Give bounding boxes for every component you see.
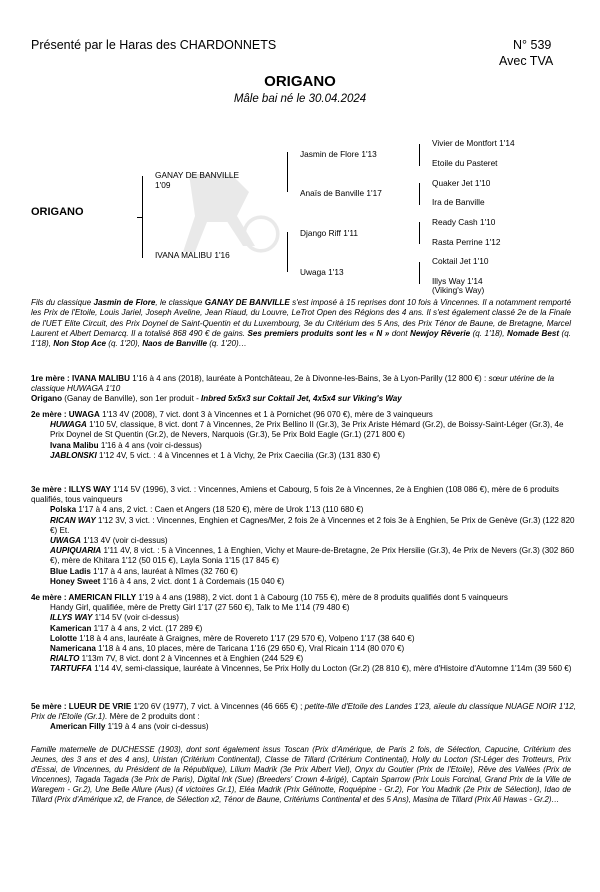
horse-subtitle: Mâle bai né le 30.04.2024 [233,93,367,105]
sire-description: Fils du classique Jasmin de Flore, le classique GANAY DE BANVILLE s'est imposé à 15 reprises dont 10 fois à Vincennes. Il a notamment remporté les Prix de l'Etoile, Louis Jariel, Joseph Aveline, Jean Riaud, du Louvre, LeTrot Open des Régions des 4 ans. Il s'est également classé 2e de la Finale de l'UET Elite Circuit, des Prix Doynel de Saint-Quentin et du Luxembourg, 3e du Critérium des 5 Ans, des Prix Ténor de Baune, de Bretagne, Marcel Laurent et Albert Demarcq. Il a totalisé 868 490 € de gains. Ses premiers produits sont les « N » dont Newjoy Rêverie (q. 1'18), Nomade Best (q. 1'18), Non Stop Ace (q. 1'20), Naos de Banville (q. 1'20)… [31,298,571,349]
gg-1: Vivier de Montfort 1'14 [432,138,515,148]
bracket-sire [287,152,288,192]
gg-5: Ready Cash 1'10 [432,217,496,227]
dam-sire: Django Riff 1'11 [300,228,359,238]
bracket-dam [287,232,288,272]
lot-number: N° 539 [513,38,552,52]
presenter-text: Présenté par le Haras des CHARDONNETS [31,38,277,52]
pedigree-subject: ORIGANO [31,206,84,218]
vat-label: Avec TVA [499,54,554,68]
gg-8-note: (Viking's Way) [432,285,485,295]
bracket-subject [142,176,143,258]
dam-name: IVANA MALIBU 1'16 [155,250,230,260]
bracket-tick [137,217,142,218]
fourth-dam-section: 4e mère : AMERICAN FILLY 1'19 à 4 ans (1988), 2 vict. dont 1 à Cabourg (10 755 €), mère de 8 produits qualifiés dont 5 vainqueurs Handy Girl, qualifiée, mère de Pretty Girl 1'17 (27 560 €), Talk to Me 1'14 (79 480 €) ILLYS WAY 1'14 5V (voir ci-dessus) Kamerican 1'17 à 4 ans, 2 vict. (17 289 €) Lolotte 1'18 à 4 ans, lauréate à Graignes, mère de Rovereto 1'17 (29 570 €), Volpeno 1'17 (38 640 €) Namericana 1'18 à 4 ans, 10 places, mère de Taricana 1'16 (29 650 €), Vral Ricain 1'14 (80 070 €) RIALTO 1'13m 7V, 8 vict. dont 2 à Vincennes et à Enghien (244 529 €) TARTUFFA 1'14 4V, semi-classique, lauréate à Vincennes, 5e Prix Holly du Locton (Gr.2) (28 810 €), mère d'Histoire d'Automne 1'14m (39 560 €) [31,593,572,674]
sire-name: GANAY DE BANVILLE [155,170,240,180]
first-dam-section: 1re mère : IVANA MALIBU 1'16 à 4 ans (2018), lauréate à Pontchâteau, 2e à Divonne-les-Bains, 3e à Lyon-Parilly (12 800 €) : sœur utérine de la classique HUWAGA 1'10 Origano (Ganay de Banville), son 1er produit - Inbred 5x5x3 sur Coktail Jet, 4x5x4 sur Viking's Way [31,374,555,404]
horse-name-title: ORIGANO [264,73,336,90]
gg-4: Ira de Banville [432,197,485,207]
sire-sire: Jasmin de Flore 1'13 [300,149,377,159]
bracket-ss [419,144,420,166]
family-paragraph: Famille maternelle de DUCHESSE (1903), dont sont également issus Toscan (Prix d'Amérique, de Paris 2 fois, de Sélection, Capucine, Critérium des Jeunes, des 3 ans et des 4 ans), Uristan (Critérium Continental), Classe de Tillard (Critérium Continental), Holly du Locton (St-Léger des Trotteurs, Prix d'Essai, de Vincennes, du Président de la République), Lilium Madrik (3e Prix Albert Viel), Onyx du Goutier (Prix de l'Etoile), Rêve des Vallées (Prix de Vincennes), Tagada Tagada (3e Prix de Paris), Digital Ink (Sue) (Breeders' Crown 4-ârigé), Captain Sparrow (Prix Louis Forcinal, Grand Prix de la Ville de Waregem - Gr.2), Une Belle Allure (Aus) (4 victoires Gr.1), Eléa Madrik (Prix Gélinotte, Roquépine - Gr.2), For You Madrik (2e Prix de Sélection), Idao de Tillard (Prix d'Amérique x2, de France, de Sélection x2, Ténor de Baune, Critériums Continental et des 5 Ans), Masina de Tillard (Prix Ali Hawas - Gr.2)… [31,745,571,804]
sire-dam: Anaïs de Banville 1'17 [300,188,382,198]
bracket-ds [419,222,420,244]
gg-3: Quaker Jet 1'10 [432,178,491,188]
second-dam-section: 2e mère : UWAGA 1'13 4V (2008), 7 vict. dont 3 à Vincennes et 1 à Pornichet (96 070 €), mère de 3 vainqueurs HUWAGA 1'10 5V, classique, 8 vict. dont 7 à Vincennes, 2e Prix Bellino II (Gr.3), 3e Prix Ariste Hémard (Gr.2), de Boissy-Saint-Léger (Gr.3), 4e Prix Doynel de St Quentin (Gr.2), de Nevers, Narquois (Gr.3), 5e Prix Bold Eagle (Gr.1) (271 800 €) Ivana Malibu 1'16 à 4 ans (voir ci-dessus) JABLONSKI 1'12 4V, 5 vict. : 4 à Vincennes et 1 à Vichy, 2e Prix Caecilia (Gr.3) (131 830 €) [31,410,564,460]
gg-2: Etoile du Pasteret [432,158,498,168]
fifth-dam-section: 5e mère : LUEUR DE VRIE 1'20 6V (1977), 7 vict. à Vincennes (46 665 €) ; petite-fille d'Etoile des Landes 1'23, aïeule du classique NUAGE NOIR 1'12, Prix de l'Etoile (Gr.1). Mère de 2 produits dont : American Filly 1'19 à 4 ans (voir ci-dessus) [31,702,577,732]
gg-7: Coktail Jet 1'10 [432,256,489,266]
gg-8: Illys Way 1'14 [432,276,483,286]
bracket-sd [419,183,420,205]
dam-dam: Uwaga 1'13 [300,267,344,277]
sire-record: 1'09 [155,180,171,190]
third-dam-section: 3e mère : ILLYS WAY 1'14 5V (1996), 3 vict. : Vincennes, Amiens et Cabourg, 5 fois 2e à Vincennes, 2e à Enghien (108 086 €), mère de 6 produits qualifiés, tous vainqueurs Polska 1'17 à 4 ans, 2 vict. : Caen et Angers (18 520 €), mère de Urok 1'13 (110 680 €) RICAN WAY 1'12 3V, 3 vict. : Vincennes, Enghien et Cagnes/Mer, 2 fois 2e à Vincennes et 2 fois 3e à Enghien, 5e Prix de Genève (Gr.3) (122 820 €) Et. UWAGA 1'13 4V (voir ci-dessus) AUPIQUARIA 1'11 4V, 8 vict. : 5 à Vincennes, 1 à Enghien, Vichy et Maure-de-Bretagne, 2e Prix Hersilie (Gr.3), 4e Prix de Nevers (Gr.3) (302 860 €), mère de Khitara 1'12 (50 015 €), Layla Sonia 1'15 (17 845 €) Blue Ladis 1'17 à 4 ans, lauréat à Nîmes (32 760 €) Honey Sweet 1'16 à 4 ans, 2 vict. dont 1 à Cordemais (15 040 €) [31,485,575,586]
bracket-dd [419,262,420,284]
gg-6: Rasta Perrine 1'12 [432,237,501,247]
